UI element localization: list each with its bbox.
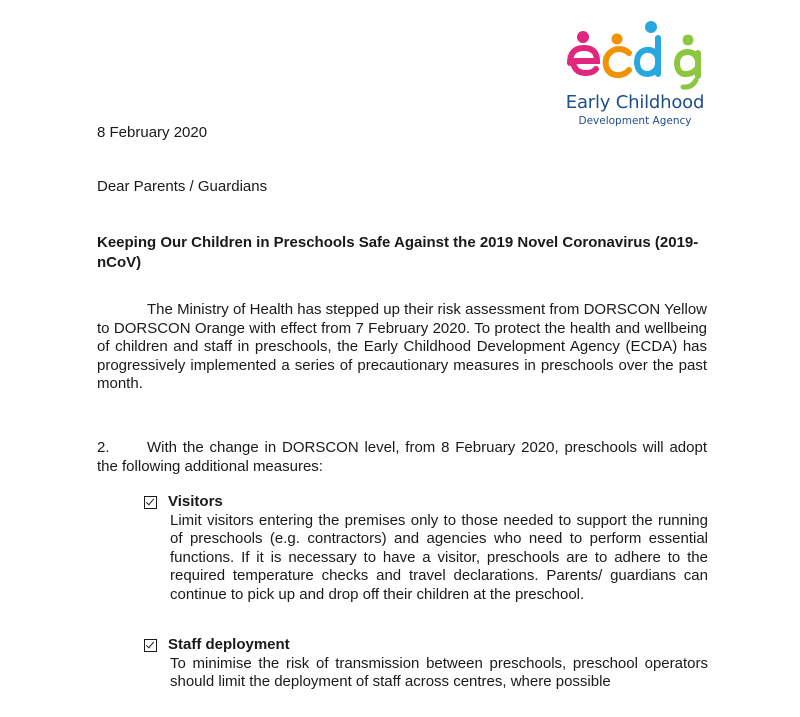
logo-org-subtitle: Development Agency [578, 115, 692, 127]
measure-staff-deployment [144, 636, 708, 692]
checkbox-checked-icon [144, 639, 157, 652]
paragraph-number: 2. [97, 439, 110, 456]
measure-heading-row [144, 493, 708, 512]
salutation: Dear Parents / Guardians [97, 178, 268, 195]
measure-body: Limit visitors entering the premises only to those needed to support the running of preschools (e.g. contractors) and agencies who need to perform essential functions. If it is necessary to have a visitor, preschools are to adhere to the required temperature checks and travel declarations. Parents/ guardians can continue to pick up and drop off their children at the preschool. [170, 511, 708, 603]
logo-org-name: Early Childhood [565, 92, 705, 113]
paragraph-2 [97, 439, 707, 476]
measure-heading: Staff deployment [168, 636, 290, 653]
letter-date: 8 February 2020 [97, 124, 208, 141]
paragraph-1: The Ministry of Health has stepped up their risk assessment from DORSCON Yellow to DORSCON Orange with effect from 7 February 2020. To protect the health and wellbeing of children and staff in preschools, the Early Childhood Development Agency (ECDA) has progressively implemented a series of precautionary measures in preschools over the past month. [97, 301, 707, 393]
checkbox-checked-icon [144, 496, 157, 509]
ecda-logo-mark [560, 18, 710, 93]
measure-heading: Visitors [168, 493, 223, 510]
paragraph-2-text: With the change in DORSCON level, from 8 February 2020, preschools will adopt the following additional measures: [97, 439, 707, 475]
measure-visitors [144, 493, 708, 605]
measure-body: To minimise the risk of transmission between preschools, preschool operators should limit the deployment of staff across centres, where possible [170, 654, 708, 691]
letter-title: Keeping Our Children in Preschools Safe Against the 2019 Novel Coronavirus (2019-nCoV) [97, 234, 699, 271]
ecda-logo [560, 18, 710, 130]
measure-heading-row [144, 636, 708, 655]
